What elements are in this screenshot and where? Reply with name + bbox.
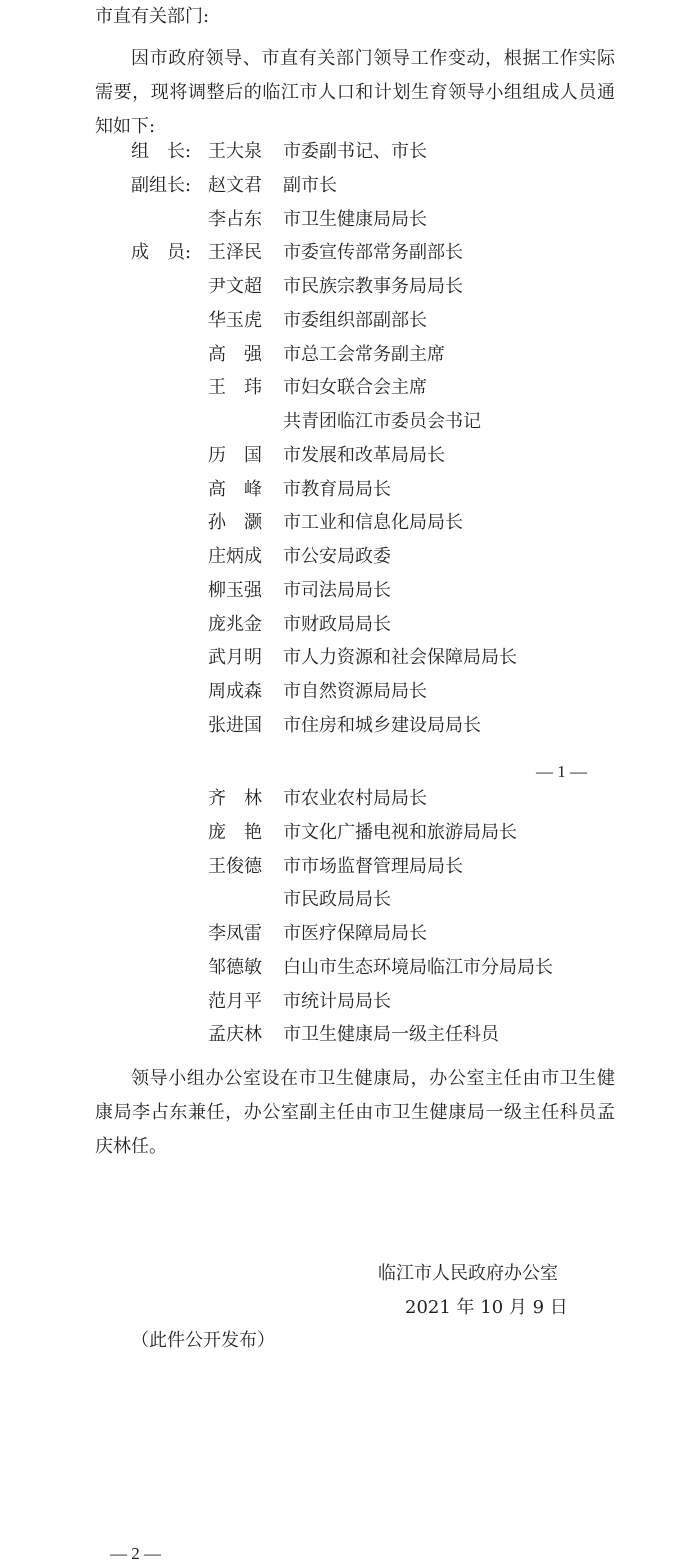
member-title: 市卫生健康局局长 <box>283 208 427 230</box>
member-title: 市委宣传部常务副部长 <box>283 242 463 264</box>
member-title: 市总工会常务副主席 <box>283 343 445 365</box>
member-name: 王大泉 <box>208 141 262 162</box>
member-name: 王 玮 <box>208 377 262 399</box>
member-name: 李凤雷 <box>208 923 262 944</box>
member-name: 尹文超 <box>208 276 262 297</box>
member-title: 市市场监督管理局局长 <box>283 855 463 877</box>
member-title: 市司法局局长 <box>283 579 391 601</box>
member-name: 高 强 <box>208 343 262 365</box>
member-name: 范月平 <box>208 990 262 1012</box>
member-role: 成 员: <box>131 242 192 264</box>
member-title: 市人力资源和社会保障局局长 <box>283 647 517 669</box>
member-title: 市工业和信息化局局长 <box>283 512 463 534</box>
member-title: 市民政局局长 <box>283 889 391 911</box>
member-name: 高 峰 <box>208 478 262 500</box>
member-name: 庞兆金 <box>208 613 262 635</box>
member-title: 市农业农村局局长 <box>283 788 427 809</box>
member-name: 赵文君 <box>208 174 262 196</box>
intro-paragraph: 因市政府领导、市直有关部门领导工作变动，根据工作实际需要，现将调整后的临江市人口和计划生育领导小组组成人员通知如下: <box>95 48 615 137</box>
member-title: 市发展和改革局局长 <box>283 444 445 466</box>
member-name: 华玉虎 <box>208 309 262 331</box>
member-name: 张进国 <box>208 714 262 736</box>
member-title: 市医疗保障局局长 <box>283 923 427 944</box>
member-name: 武月明 <box>208 647 262 669</box>
member-name: 周成森 <box>208 681 262 702</box>
member-title: 市公安局政委 <box>283 546 391 567</box>
signature-org: 临江市人民政府办公室 <box>378 1263 558 1284</box>
member-title: 副市长 <box>283 174 337 196</box>
member-title: 市委组织部副部长 <box>283 309 427 331</box>
member-title: 市民族宗教事务局局长 <box>283 276 463 297</box>
member-title: 白山市生态环境局临江市分局局长 <box>283 956 553 978</box>
member-title: 市住房和城乡建设局局长 <box>283 714 481 736</box>
member-title: 市统计局局长 <box>283 990 391 1012</box>
member-name: 邹德敏 <box>208 956 262 978</box>
member-title: 市财政局局长 <box>283 613 391 635</box>
office-paragraph: 领导小组办公室设在市卫生健康局，办公室主任由市卫生健康局李占东兼任，办公室副主任由市卫生健康局一级主任科员孟庆林任。 <box>95 1068 615 1157</box>
member-title: 市文化广播电视和旅游局局长 <box>283 821 517 843</box>
addressee-line: 市直有关部门: <box>95 6 210 27</box>
member-title: 市委副书记、市长 <box>283 141 427 162</box>
member-title: 市卫生健康局一级主任科员 <box>283 1024 499 1046</box>
page-number-2: — 2 — <box>110 1544 161 1563</box>
member-name: 庞 艳 <box>208 821 262 843</box>
member-role: 组 长: <box>131 141 192 162</box>
member-name: 李占东 <box>208 208 262 230</box>
publish-note: （此件公开发布） <box>131 1330 275 1351</box>
member-title: 共青团临江市委员会书记 <box>283 411 481 432</box>
member-name: 柳玉强 <box>208 579 262 601</box>
member-name: 历 国 <box>208 444 262 466</box>
member-title: 市自然资源局局长 <box>283 681 427 702</box>
member-name: 王俊德 <box>208 855 262 877</box>
signature-date: 2021 年 10 月 9 日 <box>405 1297 568 1318</box>
member-role: 副组长: <box>131 174 192 196</box>
member-title: 市妇女联合会主席 <box>283 377 427 399</box>
member-name: 齐 林 <box>208 788 262 809</box>
member-title: 市教育局局长 <box>283 478 391 500</box>
member-name: 王泽民 <box>208 242 262 264</box>
member-name: 孟庆林 <box>208 1024 262 1046</box>
member-name: 庄炳成 <box>208 546 262 567</box>
page-number-1: — 1 — <box>536 762 587 781</box>
member-name: 孙 灏 <box>208 512 262 534</box>
